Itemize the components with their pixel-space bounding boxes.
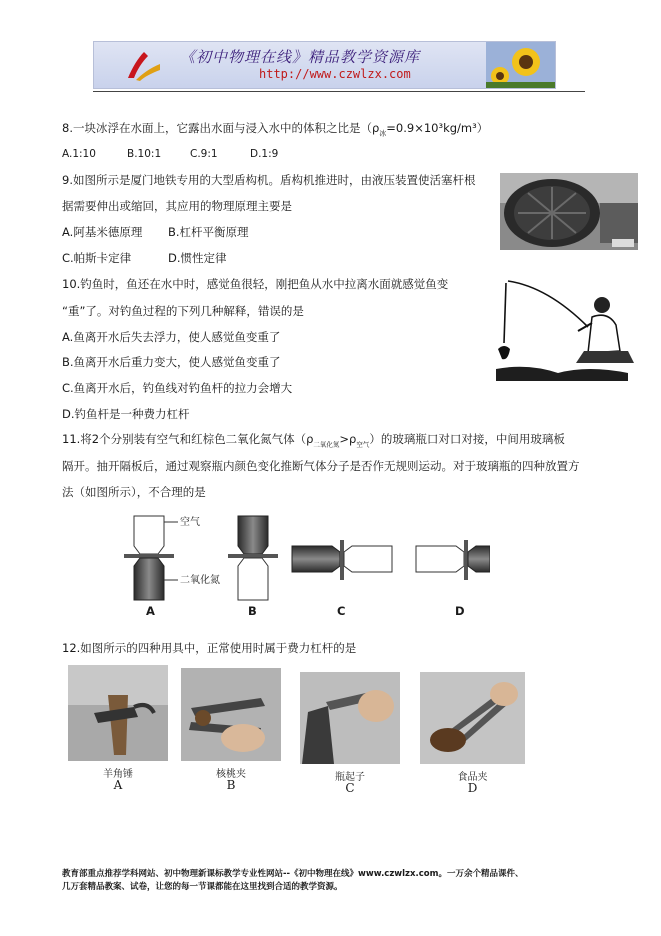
q11-bottle-figure [110, 510, 490, 618]
q11-sub-air: 空气 [356, 440, 370, 449]
tool-c-name: 瓶起子 [335, 772, 365, 783]
q8-option-c[interactable]: C.9:1 [190, 148, 218, 160]
q11-line3: 法（如图所示），不合理的是 [62, 485, 206, 499]
tool-d[interactable] [420, 672, 525, 796]
q8-stem-text: 8.一块冰浮在水面上，它露出水面与浸入水中的体积之比是（ρ [62, 121, 380, 135]
q11-letter-b[interactable]: B [248, 604, 257, 618]
tool-c-letter: C [345, 781, 355, 795]
banner-title: 《初中物理在线》精品教学资源库 [180, 48, 421, 66]
site-logo-icon [122, 48, 162, 82]
q11-line1-end: ）的玻璃瓶口对口对接，中间用玻璃板 [369, 432, 565, 446]
q8-stem [62, 121, 488, 140]
tool-b-name: 核桃夹 [216, 769, 246, 780]
q9-line1: 9.如图所示是厦门地铁专用的大型盾构机。盾构机推进时，由液压装置使活塞杆根 [62, 173, 476, 187]
q11-line1 [62, 432, 565, 451]
tool-d-name: 食品夹 [457, 772, 488, 783]
tool-c[interactable] [300, 672, 400, 796]
footer-line2: 几万套精品教案、试卷，让您的每一节课都能在这里找到合适的教学资源。 [62, 882, 343, 892]
q8-stem-sub: 冰 [379, 129, 387, 138]
q9-line2: 据需要伸出或缩回，其应用的物理原理主要是 [62, 199, 292, 213]
q11-sub-no2: 二氧化氮 [313, 440, 340, 449]
nutcracker-image [181, 668, 281, 761]
food-tongs-image [420, 672, 525, 764]
q9-option-c[interactable]: C.帕斯卡定律 [62, 251, 132, 265]
header-rule [93, 91, 585, 92]
q8-stem-end: =0.9×10³kg/m³） [386, 121, 489, 135]
tool-a-letter: A [113, 778, 123, 792]
bottle-setup-b [228, 516, 278, 600]
q10-option-c[interactable]: C.鱼离开水后，钓鱼线对钓鱼杆的拉力会增大 [62, 381, 293, 395]
banner-url[interactable]: http://www.czwlzx.com [259, 67, 411, 81]
q11-gt: >ρ [339, 432, 357, 446]
claw-hammer-image [68, 665, 168, 761]
tool-a-name: 羊角锤 [103, 769, 133, 780]
header-banner [93, 41, 556, 89]
q8-option-b[interactable]: B.10:1 [127, 148, 162, 160]
tool-d-letter: D [467, 781, 478, 795]
label-no2: 二氧化氮 [180, 575, 220, 586]
q10-option-b[interactable]: B.鱼离开水后重力变大，使人感觉鱼变重了 [62, 355, 281, 369]
q11-line1-text: 11.将2个分别装有空气和红棕色二氧化氮气体（ρ [62, 432, 314, 446]
q9-option-b[interactable]: B.杠杆平衡原理 [168, 225, 249, 239]
q11-letter-d[interactable]: D [455, 604, 465, 618]
q10-option-d[interactable]: D.钓鱼杆是一种费力杠杆 [62, 407, 190, 421]
sunflower-icon [486, 42, 555, 88]
q8-option-d[interactable]: D.1:9 [250, 148, 279, 160]
q10-line1: 10.钓鱼时，鱼还在水中时，感觉鱼很轻，刚把鱼从水中拉离水面就感觉鱼变 [62, 277, 449, 291]
q8-option-a[interactable]: A.1:10 [62, 148, 96, 160]
q9-option-d[interactable]: D.惯性定律 [168, 251, 227, 265]
q11-letter-a[interactable]: A [146, 604, 155, 618]
bottle-opener-image [300, 672, 400, 764]
bottle-setup-a [124, 516, 178, 600]
q10-line2: “重”了。对钓鱼过程的下列几种解释，错误的是 [62, 304, 304, 318]
footer-line1: 教育部重点推荐学科网站、初中物理新课标教学专业性网站--《初中物理在线》www.czwlzx.com。一万余个精品课件、 [62, 869, 524, 879]
tunnel-boring-machine-image [500, 173, 638, 250]
fishing-figure-image [488, 277, 636, 385]
bottle-setup-c [292, 540, 392, 580]
label-air: 空气 [180, 517, 200, 528]
bottle-setup-d [416, 540, 490, 580]
q11-line2: 隔开。抽开隔板后，通过观察瓶内颜色变化推断气体分子是否作无规则运动。对于玻璃瓶的四种放置方 [62, 459, 580, 473]
q11-letter-c[interactable]: C [337, 604, 346, 618]
q10-option-a[interactable]: A.鱼离开水后失去浮力，使人感觉鱼变重了 [62, 330, 281, 344]
q9-option-a[interactable]: A.阿基米德原理 [62, 225, 143, 239]
tool-a[interactable] [68, 665, 168, 793]
tool-b[interactable] [181, 668, 281, 793]
tool-b-letter: B [226, 778, 236, 792]
q12-stem: 12.如图所示的四种用具中，正常使用时属于费力杠杆的是 [62, 641, 357, 655]
